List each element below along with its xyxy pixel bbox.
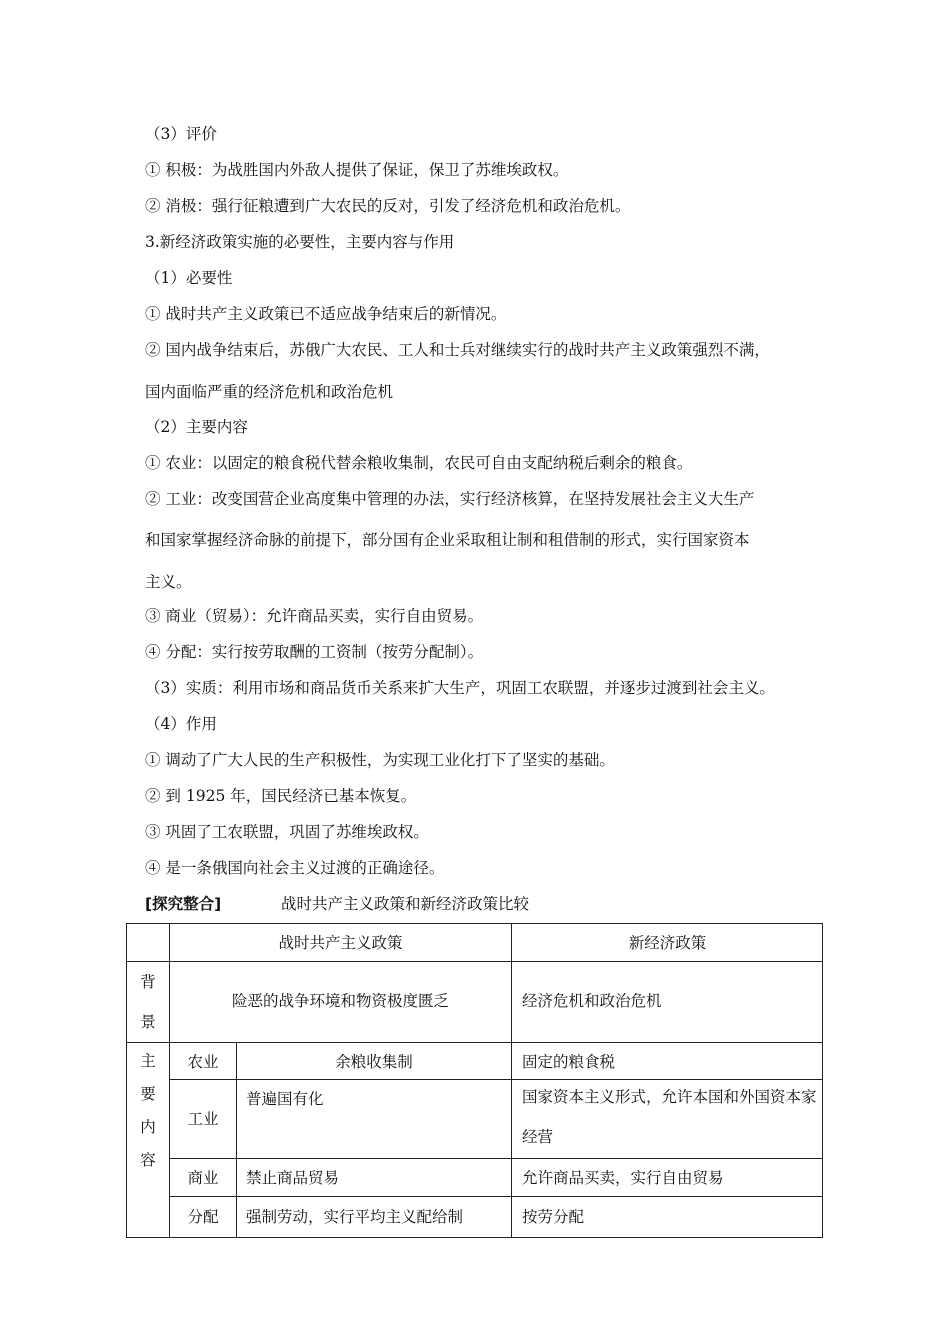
cell-agriculture-war-communism: 余粮收集制 — [236, 1042, 511, 1079]
section-tag: [探究整合] — [145, 895, 222, 913]
cell-commerce-war-communism: 禁止商品贸易 — [236, 1158, 511, 1196]
comparison-title: 战时共产主义政策和新经济政策比较 — [281, 895, 530, 913]
cell-background-nep: 经济危机和政治危机 — [511, 961, 823, 1042]
col-header-nep: 新经济政策 — [511, 923, 823, 961]
row-label-commerce: 商业 — [169, 1158, 236, 1196]
text-line: ④ 是一条俄国向社会主义过渡的正确途径。 — [145, 859, 445, 877]
text-line: （4）作用 — [145, 715, 217, 733]
row-label-agriculture: 农业 — [169, 1042, 236, 1079]
text-line: ② 到 1925 年，国民经济已基本恢复。 — [145, 787, 417, 805]
cell-agriculture-nep: 固定的粮食税 — [511, 1042, 823, 1079]
cell-industry-war-communism: 普遍国有化 — [236, 1079, 511, 1158]
cell-background-war-communism: 险恶的战争环境和物资极度匮乏 — [169, 961, 511, 1042]
text-line: ③ 巩固了工农联盟，巩固了苏维埃政权。 — [145, 823, 429, 841]
row-label-industry: 工业 — [169, 1079, 236, 1158]
text-line: 主义。 — [145, 573, 192, 591]
table-border — [126, 923, 823, 1238]
text-line: ① 调动了广大人民的生产积极性，为实现工业化打下了坚实的基础。 — [145, 751, 615, 769]
text-line: 国内面临严重的经济危机和政治危机 — [145, 383, 394, 401]
text-line: ① 战时共产主义政策已不适应战争结束后的新情况。 — [145, 305, 507, 323]
cell-industry-nep: 国家资本主义形式，允许本国和外国资本家经营 — [511, 1079, 823, 1158]
section-heading: 3.新经济政策实施的必要性，主要内容与作用 — [145, 233, 455, 251]
text-line: ③ 商业（贸易）：允许商品买卖，实行自由贸易。 — [145, 607, 484, 625]
text-line: ② 消极：强行征粮遭到广大农民的反对，引发了经济危机和政治危机。 — [145, 197, 631, 215]
cell-commerce-nep: 允许商品买卖，实行自由贸易 — [511, 1158, 823, 1196]
text-line: （3）实质：利用市场和商品货币关系来扩大生产，巩固工农联盟，并逐步过渡到社会主义。 — [145, 679, 775, 697]
text-line: ① 农业：以固定的粮食税代替余粮收集制，农民可自由支配纳税后剩余的粮食。 — [145, 454, 693, 472]
row-label-background: 背景 — [126, 961, 169, 1042]
text-line: （2）主要内容 — [145, 418, 248, 436]
text-line: ④ 分配：实行按劳取酬的工资制（按劳分配制）。 — [145, 643, 484, 661]
row-label-main-content: 主要内容 — [126, 1042, 169, 1238]
comparison-header — [145, 892, 530, 914]
text-line: 和国家掌握经济命脉的前提下，部分国有企业采取租让制和租借制的形式，实行国家资本 — [145, 531, 750, 549]
cell-distribution-nep: 按劳分配 — [511, 1196, 823, 1238]
row-label-distribution: 分配 — [169, 1196, 236, 1238]
text-line: ② 工业：改变国营企业高度集中管理的办法，实行经济核算，在坚持发展社会主义大生产 — [145, 490, 755, 508]
cell-distribution-war-communism: 强制劳动，实行平均主义配给制 — [236, 1196, 511, 1238]
text-line: ② 国内战争结束后，苏俄广大农民、工人和士兵对继续实行的战时共产主义政策强烈不满， — [145, 341, 770, 359]
text-line: （3）评价 — [145, 125, 217, 143]
text-line: ① 积极：为战胜国内外敌人提供了保证，保卫了苏维埃政权。 — [145, 161, 569, 179]
col-header-war-communism: 战时共产主义政策 — [169, 923, 511, 961]
text-line: （1）必要性 — [145, 269, 233, 287]
